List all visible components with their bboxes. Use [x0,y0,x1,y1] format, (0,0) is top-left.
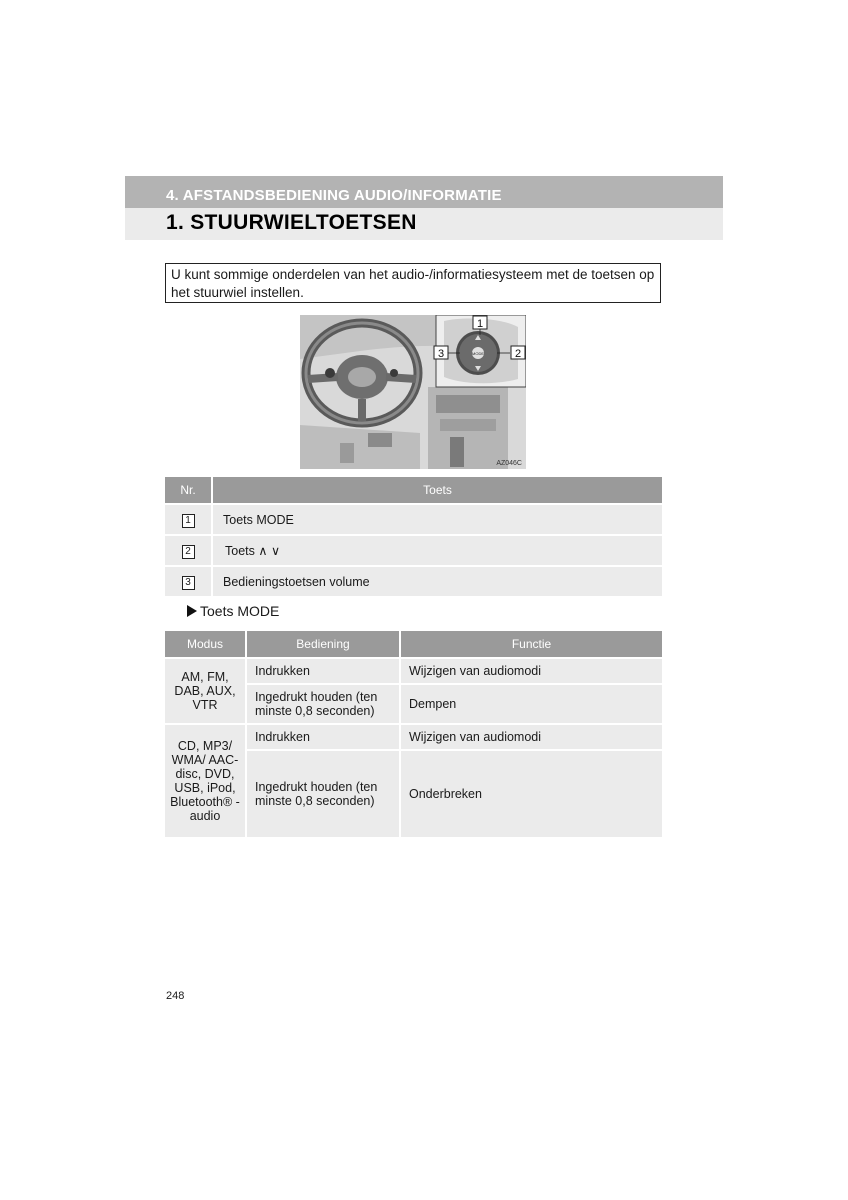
function-cell: Onderbreken [400,750,662,837]
callout-2: 2 [514,348,522,360]
key-label: Bedieningstoetsen volume [212,566,662,596]
modes-header-modus: Modus [165,631,246,658]
table-row [165,658,662,684]
page-number: 248 [166,990,185,1002]
number-badge: 3 [182,576,195,590]
mode-cell: AM, FM, DAB, AUX, VTR [165,658,246,724]
key-label: Toets ∧ ∨ [212,535,662,566]
operation-cell: Indrukken [246,724,400,750]
page-title: 1. STUURWIELTOETSEN [166,211,417,234]
section-title: 4. AFSTANDSBEDIENING AUDIO/INFORMATIE [166,187,502,204]
triangle-right-icon [187,605,197,617]
steering-wheel-illustration [300,315,526,469]
subheading-text: Toets MODE [200,603,280,619]
header-band [125,176,723,240]
table-row [165,504,662,535]
number-badge: 2 [182,545,195,559]
callout-3: 3 [437,348,445,360]
operation-cell: Ingedrukt houden (ten minste 0,8 seconden) [246,750,400,837]
table-row [165,535,662,566]
operation-cell: Indrukken [246,658,400,684]
modes-table [165,631,662,837]
mode-cell: CD, MP3/ WMA/ AAC-disc, DVD, USB, iPod, Bluetooth® - audio [165,724,246,837]
mode-button-label: MODE [472,351,484,356]
operation-cell: Ingedrukt houden (ten minste 0,8 seconden) [246,684,400,724]
modes-header-bediening: Bediening [246,631,400,658]
intro-box: U kunt sommige onderdelen van het audio-/informatiesysteem met de toetsen op het stuurwiel instellen. [165,263,661,303]
section-header [125,176,723,208]
key-label: Toets MODE [212,504,662,535]
function-cell: Dempen [400,684,662,724]
figure-code: AZ046C [496,460,522,467]
function-cell: Wijzigen van audiomodi [400,658,662,684]
keys-table [165,477,662,596]
keys-header-nr: Nr. [165,477,212,504]
function-cell: Wijzigen van audiomodi [400,724,662,750]
table-row [165,724,662,750]
keys-header-toets: Toets [212,477,662,504]
number-badge: 1 [182,514,195,528]
modes-header-functie: Functie [400,631,662,658]
callout-1: 1 [476,318,484,330]
table-row [165,566,662,596]
subheading [187,603,279,619]
